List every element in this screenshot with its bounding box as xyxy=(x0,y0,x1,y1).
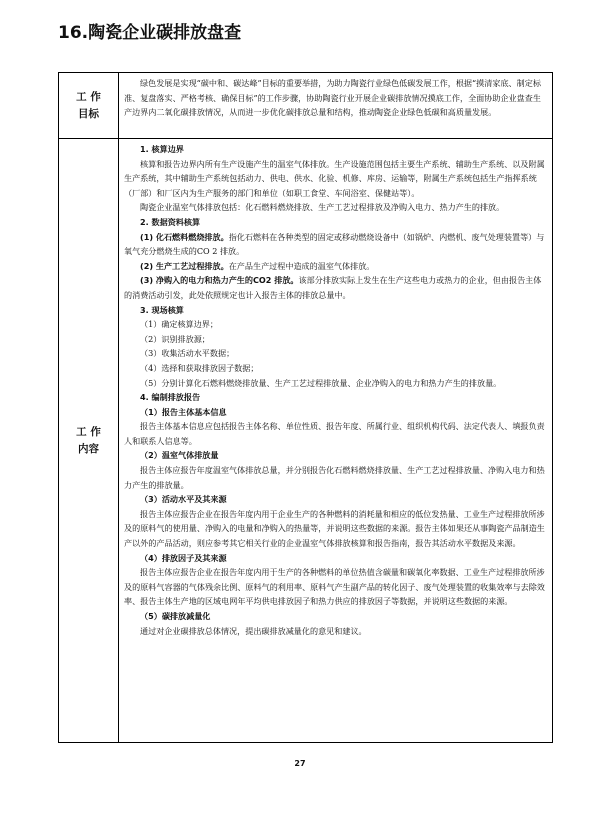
list-item xyxy=(124,273,547,302)
list-item: （3）收集活动水平数据； xyxy=(140,348,235,359)
content-cell xyxy=(119,139,552,742)
table-row-goal xyxy=(59,73,552,139)
list-item: （4）选择和获取排放因子数据； xyxy=(140,362,259,373)
paragraph: 通过对企业碳排放总体情况，提出碳排放减量化的意见和建议。 xyxy=(140,625,367,636)
item-heading: (2) 生产工艺过程排放。 xyxy=(140,260,229,271)
goal-label: 工 作 目标 xyxy=(76,90,101,120)
list-item: （2）识别排放源； xyxy=(140,333,210,344)
work-table xyxy=(58,72,553,743)
item-heading: (3) 净购入的电力和热力产生的CO2 排放。 xyxy=(140,275,299,286)
subsection-heading: （4）排放因子及其来源 xyxy=(140,552,227,563)
paragraph: 核算和报告边界内所有生产设施产生的温室气体排放。生产设施范围包括主要生产系统、辅助生产系统、以及附属生产系统，其中辅助生产系统包括动力、供电、供水、化验、机修、库房、运输等，附属生产系统包括生产指挥系统（厂部）和厂区内为生产服务的部门和单位（如职工食堂、车间浴室、保健站等）。 xyxy=(124,158,545,198)
paragraph: 报告主体应报告年度温室气体排放总量，并分别报告化石燃料燃烧排放量、生产工艺过程排放量、净购入电力和热力产生的排放量。 xyxy=(124,465,545,490)
paragraph: 陶瓷企业温室气体排放包括：化石燃料燃烧排放、生产工艺过程排放及净购入电力、热力产生的排放。 xyxy=(140,202,505,213)
paragraph: 报告主体基本信息应包括报告主体名称、单位性质、报告年度、所属行业、组织机构代码、法定代表人、填报负责人和联系人信息等。 xyxy=(124,421,545,446)
subsection-heading: （5）碳排放减量化 xyxy=(140,611,211,621)
section-heading: 4. 编制排放报告 xyxy=(140,392,201,403)
list-item xyxy=(124,230,547,259)
table-row-content xyxy=(59,139,552,742)
item-text: 在产品生产过程中造成的温室气体排放。 xyxy=(228,260,375,271)
item-text: 指化石燃料在各种类型的固定或移动燃烧设备中（如锅炉、内燃机、废气处理装置等）与氧气充分燃烧生成的CO 2 排放。 xyxy=(124,231,545,257)
list-item: （5）分别计算化石燃料燃烧排放量、生产工艺过程排放量、企业净购入的电力和热力产生的排放量。 xyxy=(140,377,502,388)
item-heading: (1) 化石燃料燃烧排放。 xyxy=(140,231,229,242)
section-heading: 3. 现场核算 xyxy=(140,304,184,315)
subsection-heading: （2）温室气体排放量 xyxy=(140,450,219,461)
section-heading: 2. 数据资料核算 xyxy=(140,216,201,227)
section-heading: 1. 核算边界 xyxy=(140,144,184,154)
goal-content-cell xyxy=(119,73,552,138)
subsection-heading: （3）活动水平及其来源 xyxy=(140,494,227,505)
paragraph: 报告主体应报告企业在报告年度内用于企业生产的各种燃料的消耗量和相应的低位发热量、工业生产过程排放所涉及的原料气的使用量、净购入的电量和净购入的热量等，并说明这些数据的来源。报告主体如果还从事陶瓷产品制造生产以外的产品活动，则应参考其它相关行业的企业温室气体排放核算和报告指南，报告其活动水平数据及来源。 xyxy=(124,508,545,549)
item-text: 该部分排放实际上发生在生产这些电力或热力的企业，但由报告主体的消费活动引发，此处依照规定也计入报告主体的排放总量中。 xyxy=(124,275,542,300)
content-label: 工 作 内容 xyxy=(76,425,101,455)
page-number: 27 xyxy=(294,759,306,768)
content-label-cell xyxy=(59,139,119,742)
goal-label-cell xyxy=(59,73,119,138)
goal-text: 绿色发展是实现“碳中和、碳达峰”目标的重要举措，为助力陶瓷行业绿色低碳发展工作，根据“摸清家底、制定标准、复盘落实、严格考核、确保目标”的工作步骤，协助陶瓷行业开展企业碳排放情况摸底工作，全面协助企业盘查生产边界内二氧化碳排放情况，从而进一步优化碳排放总量和结构，推动陶瓷企业绿色低碳和高质量发展。 xyxy=(124,78,541,118)
paragraph: 报告主体应报告企业在报告年度内用于生产的各种燃料的单位热值含碳量和碳氧化率数据、工业生产过程排放所涉及的原料气容器的气体残余比例、原料气的利用率、原料气产生副产品的转化因子、废气处理装置的收集效率与去除效率、报告主体生产地的区域电网年平均供电排放因子和热力供应的排放因子等数据，并说明这些数据的来源。 xyxy=(124,567,545,607)
list-item: （1）确定核算边界； xyxy=(140,319,218,330)
page-title: 16.陶瓷企业碳排放盘查 xyxy=(58,23,242,43)
subsection-heading: （1）报告主体基本信息 xyxy=(140,406,227,417)
list-item xyxy=(124,259,547,274)
